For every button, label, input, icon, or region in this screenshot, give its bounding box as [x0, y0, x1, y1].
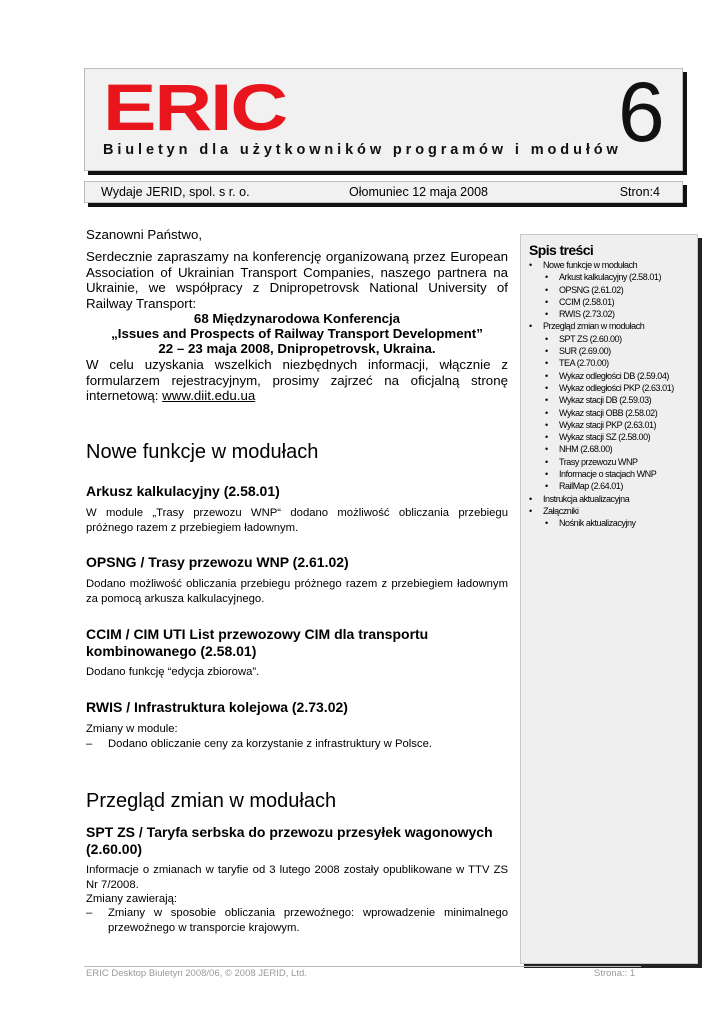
toc-item[interactable]: • Wykaz stacji OBB (2.58.02) [527, 407, 674, 419]
item-body: Informacje o zmianach w taryfie od 3 lutego 2008 zostały opublikowane w TTV ZS Nr 7/2008. [86, 864, 508, 891]
footer-copyright: ERIC Desktop Biuletyn 2008/06, © 2008 JERID, Ltd. [86, 968, 307, 979]
toc-item[interactable]: • Wykaz stacji PKP (2.63.01) [527, 419, 674, 431]
bullet-text: Zmiany w sposobie obliczania przewoźnego: wprowadzenie minimalnego przewoźnego w transporcie krajowym. [108, 907, 508, 934]
item-heading: CCIM / CIM UTI List przewozowy CIM dla transportu kombinowanego (2.58.01) [86, 626, 429, 659]
info-bar [84, 181, 683, 203]
toc-item[interactable]: • Nowe funkcje w modułach [527, 259, 674, 271]
bulletin-subtitle: Biuletyn dla użytkowników programów i modułów [103, 142, 622, 158]
footer-page-number: Strona:: 1 [594, 968, 636, 979]
conference-title: „Issues and Prospects of Railway Transport Development” [111, 326, 483, 341]
section-title-new-functions: Nowe funkcje w modułach [86, 441, 319, 463]
issue-number: 6 [618, 65, 665, 159]
toc-item[interactable]: • CCIM (2.58.01) [527, 296, 674, 308]
publisher: Wydaje JERID, spol. s r. o. [101, 185, 250, 199]
dash-bullet: – [86, 738, 93, 750]
intro-closing [86, 357, 508, 404]
toc-item[interactable]: • SPT ZS (2.60.00) [527, 333, 674, 345]
toc-item[interactable]: • OPSNG (2.61.02) [527, 284, 674, 296]
item-heading: Arkusz kalkulacyjny (2.58.01) [86, 483, 280, 499]
toc-item[interactable]: • TEA (2.70.00) [527, 357, 674, 369]
toc-item[interactable]: • Wykaz odległości PKP (2.63.01) [527, 382, 674, 394]
bulletin-header [84, 65, 683, 171]
toc-item[interactable]: • RailMap (2.64.01) [527, 480, 674, 492]
issue-date: Ołomuniec 12 maja 2008 [349, 185, 488, 199]
toc-item[interactable]: • Przegląd zmian w modułach [527, 320, 674, 332]
conference-name: 68 Międzynarodowa Konferencja [193, 311, 401, 326]
item-heading: OPSNG / Trasy przewozu WNP (2.61.02) [86, 554, 349, 570]
toc-item[interactable]: • Informacje o stacjach WNP [527, 468, 674, 480]
dash-bullet: – [86, 907, 93, 919]
toc-item[interactable]: • RWIS (2.73.02) [527, 308, 674, 320]
item-body: W module „Trasy przewozu WNP“ dodano możliwość obliczania przebiegu próżnego razem z przebiegiem ładownym. [86, 507, 508, 534]
toc-item[interactable]: • Wykaz stacji SZ (2.58.00) [527, 431, 674, 443]
bullet-text: Dodano obliczanie ceny za korzystanie z infrastruktury w Polsce. [108, 738, 432, 750]
item-body: Dodano funkcję “edycja zbiorowa”. [86, 666, 260, 678]
item-body: Zmiany w module: [86, 723, 178, 735]
toc-item[interactable]: • Wykaz odległości DB (2.59.04) [527, 370, 674, 382]
item-body: Zmiany zawierają: [86, 893, 178, 905]
intro-paragraph: Serdecznie zapraszamy na konferencję organizowaną przez European Association of Ukrainian Transport Companies, naszego partnera na Ukrainie, we współpracy z Dnipropetrovsk National University of Railway Transport: [86, 249, 508, 311]
toc-item[interactable]: • Załączniki [527, 505, 674, 517]
toc-item[interactable]: • Instrukcja aktualizacyjna [527, 493, 674, 505]
toc-item[interactable]: • Nośnik aktualizacyjny [527, 517, 674, 529]
page-count: Stron:4 [619, 185, 660, 199]
toc-title: Spis treści [529, 242, 594, 258]
section-title-changes: Przegląd zmian w modułach [86, 790, 337, 812]
toc-item[interactable]: • Wykaz stacji DB (2.59.03) [527, 394, 674, 406]
toc-item[interactable]: • NHM (2.68.00) [527, 443, 674, 455]
footer-divider [84, 966, 641, 967]
eric-logo: ERIC [103, 70, 287, 144]
closing-text: W celu uzyskania wszelkich niezbędnych informacji, włącznie z formularzem rejestracyjnym, prosimy zajrzeć na oficjalną stronę internetową: [86, 357, 508, 403]
greeting: Szanowni Państwo, [86, 227, 203, 242]
toc-list [527, 259, 674, 530]
table-of-contents [520, 234, 698, 964]
toc-item[interactable]: • SUR (2.69.00) [527, 345, 674, 357]
conference-date: 22 – 23 maja 2008, Dnipropetrovsk, Ukraina. [158, 341, 436, 356]
website-link[interactable]: www.diit.edu.ua [162, 388, 256, 403]
toc-item[interactable]: • Arkust kalkulacyjny (2.58.01) [527, 271, 674, 283]
item-heading: SPT ZS / Taryfa serbska do przewozu przesyłek wagonowych (2.60.00) [86, 824, 493, 857]
toc-item[interactable]: • Trasy przewozu WNP [527, 456, 674, 468]
item-heading: RWIS / Infrastruktura kolejowa (2.73.02) [86, 699, 348, 715]
item-body: Dodano możliwość obliczania przebiegu próżnego razem z przebiegiem ładownym za pomocą arkusza kalkulacyjnego. [86, 578, 508, 605]
